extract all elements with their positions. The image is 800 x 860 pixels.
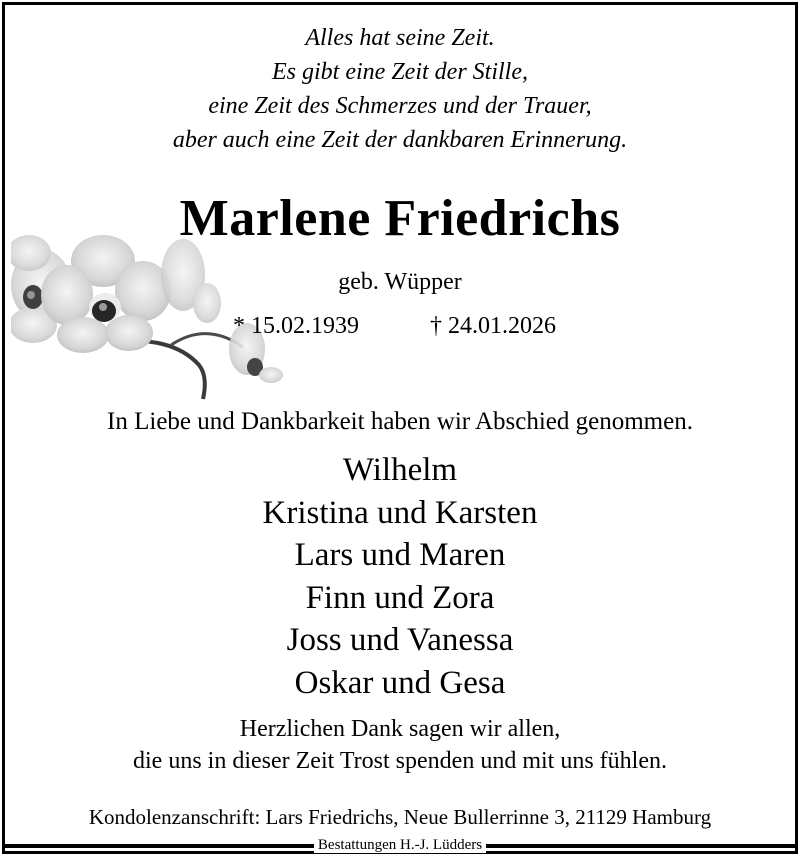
poem-line: Es gibt eine Zeit der Stille,	[272, 59, 528, 85]
thanks-text	[5, 713, 795, 777]
family-member: Wilhelm	[342, 452, 458, 488]
poem-line: aber auch eine Zeit der dankbaren Erinnerung.	[172, 127, 628, 153]
poem-line: eine Zeit des Schmerzes und der Trauer,	[208, 93, 592, 119]
death-date: † 24.01.2026	[430, 313, 556, 339]
family-member: Kristina und Karsten	[262, 494, 538, 531]
deceased-name: Marlene Friedrichs	[179, 190, 621, 247]
family-member: Finn und Zora	[305, 579, 495, 616]
family-member: Lars und Maren	[294, 537, 506, 573]
poem-line: Alles hat seine Zeit.	[305, 25, 495, 51]
funeral-home	[0, 835, 800, 855]
farewell-text: In Liebe und Dankbarkeit haben wir Abschied genommen.	[107, 408, 693, 435]
poem	[5, 21, 795, 157]
birth-date: * 15.02.1939	[233, 313, 359, 339]
family-member: Joss und Vanessa	[286, 622, 514, 658]
family-member: Oskar und Gesa	[294, 664, 506, 701]
thanks-line: Herzlichen Dank sagen wir allen,	[239, 716, 561, 742]
thanks-line: die uns in dieser Zeit Trost spenden und mit uns fühlen.	[133, 748, 667, 774]
obituary-frame	[2, 2, 798, 854]
funeral-home-label: Bestattungen H.-J. Lüdders	[314, 837, 486, 853]
family-list	[5, 449, 795, 704]
condolence-address: Kondolenzanschrift: Lars Friedrichs, Neue Bullerrinne 3, 21129 Hamburg	[88, 805, 712, 829]
birth-name: geb. Wüpper	[338, 269, 462, 295]
